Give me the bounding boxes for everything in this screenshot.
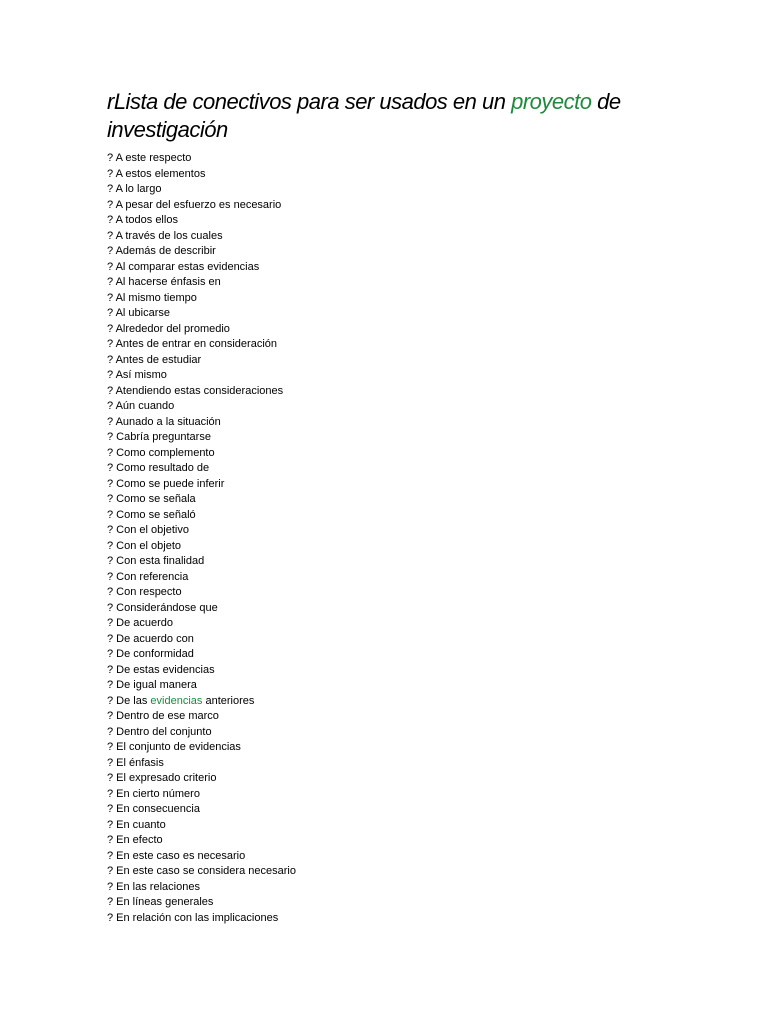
list-item-text: anteriores (202, 694, 255, 707)
list-item: ? Como se puede inferir (107, 477, 225, 490)
list-item: ? En consecuencia (107, 803, 200, 815)
title-line2: investigación (107, 117, 228, 142)
list-item: ? Con el objeto (107, 539, 181, 552)
list-item: ? Dentro del conjunto (107, 725, 212, 738)
list-item-link-evidencias[interactable]: evidencias (150, 694, 203, 707)
list-item: ? Como se señaló (107, 508, 196, 521)
list-item: ? Al mismo tiempo (107, 291, 197, 304)
list-item: ? El énfasis (107, 756, 164, 769)
list-item: ? Con el objetivo (107, 524, 189, 536)
list-item: ? En relación con las implicaciones (107, 911, 279, 924)
list-item: ? Aunado a la situación (107, 415, 221, 428)
list-item: ? Con respecto (107, 586, 182, 598)
title-prefix: rLista de conectivos para ser usados en un (107, 89, 512, 114)
list-item: ? Considerándose que (107, 601, 218, 614)
list-item: ? Como resultado de (107, 462, 210, 474)
list-item: ? De estas evidencias (107, 663, 215, 676)
list-item: ? En las relaciones (107, 880, 200, 893)
list-item: ? A través de los cuales (107, 229, 223, 242)
list-item: ? Cabría preguntarse (107, 431, 211, 443)
list-item: ? Con esta finalidad (107, 555, 205, 567)
list-item: ? Antes de estudiar (107, 353, 202, 366)
list-item: ? Así mismo (107, 369, 167, 381)
list-item: ? De acuerdo con (107, 632, 194, 645)
list-item: ? A pesar del esfuerzo es necesario (107, 198, 282, 211)
list-item: ? De igual manera (107, 679, 197, 691)
list-item: ? En cierto número (107, 787, 200, 800)
list-item: ? Como se señala (107, 493, 196, 505)
list-item: ? A lo largo (107, 183, 162, 195)
list-item: ? El conjunto de evidencias (107, 741, 241, 753)
list-item: ? Además de describir (107, 245, 216, 257)
title-middle: de (591, 89, 621, 114)
list-item: ? Al hacerse énfasis en (107, 276, 221, 288)
list-item: ? A estos elementos (107, 167, 206, 180)
connector-list (107, 151, 296, 926)
list-item: ? Alrededor del promedio (107, 322, 230, 335)
list-item: ? En efecto (107, 834, 163, 846)
list-item: ? Aún cuando (107, 400, 175, 412)
list-item (107, 694, 296, 710)
document-title (107, 88, 707, 144)
list-item: ? A este respecto (107, 152, 192, 164)
list-item: ? Antes de entrar en consideración (107, 338, 278, 350)
list-item: ? Como complemento (107, 446, 215, 459)
list-item: ? Al comparar estas evidencias (107, 260, 260, 273)
title-link-proyecto[interactable]: proyecto (511, 89, 592, 114)
list-item: ? De acuerdo (107, 617, 174, 629)
list-item: ? Al ubicarse (107, 307, 170, 319)
list-item: ? Atendiendo estas consideraciones (107, 384, 284, 397)
list-item: ? El expresado criterio (107, 772, 217, 784)
list-item: ? Dentro de ese marco (107, 710, 219, 722)
list-item: ? En líneas generales (107, 896, 214, 908)
list-item-text: ? De las (107, 694, 151, 707)
list-item: ? En este caso se considera necesario (107, 865, 296, 877)
list-item: ? En este caso es necesario (107, 849, 246, 862)
list-item: ? A todos ellos (107, 214, 178, 226)
list-item: ? De conformidad (107, 648, 194, 660)
list-item: ? En cuanto (107, 818, 166, 831)
list-item: ? Con referencia (107, 570, 189, 583)
